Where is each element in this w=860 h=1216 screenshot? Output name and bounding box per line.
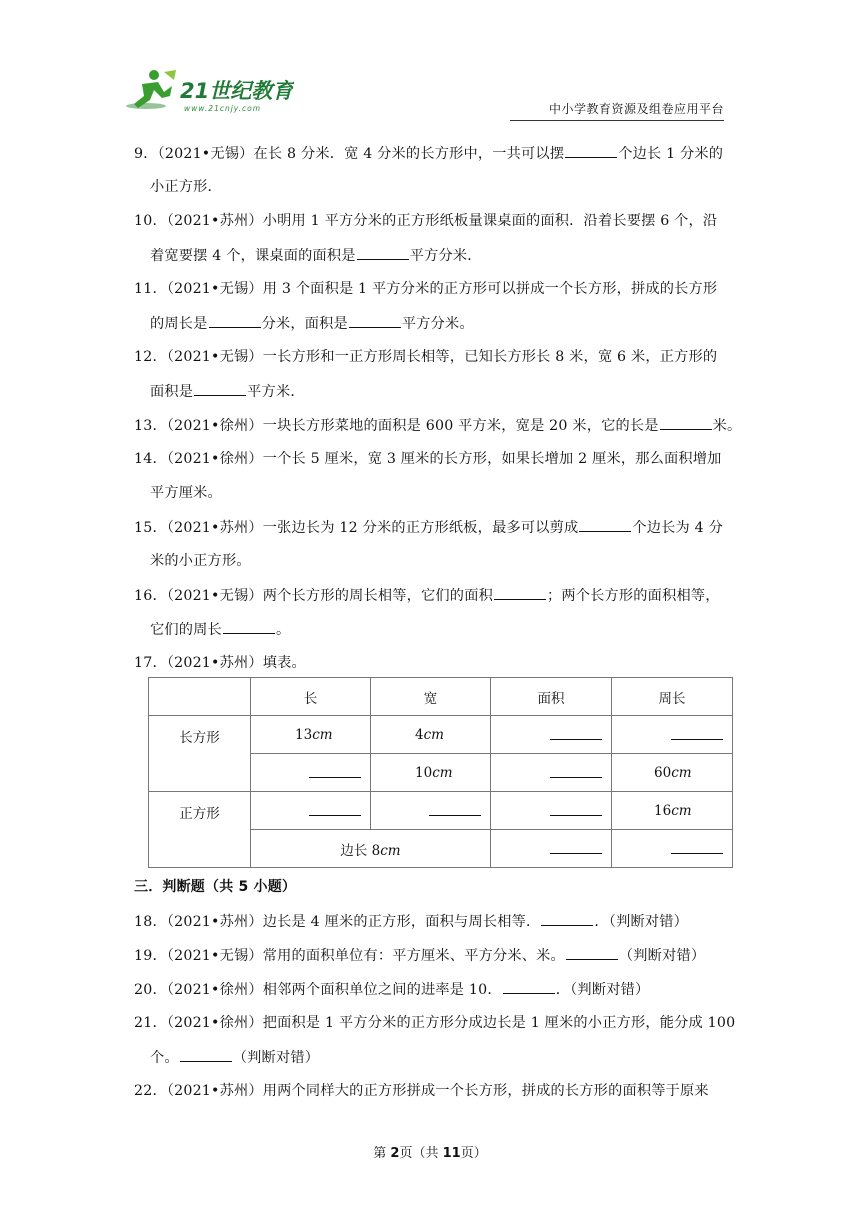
- logo-21cnjy: [124, 66, 294, 116]
- answer-blank: [671, 725, 723, 740]
- answer-blank: [550, 801, 602, 816]
- table-cell: [612, 830, 733, 868]
- answer-blank: [550, 763, 602, 778]
- question-20: 20．（2021•徐州）相邻两个面积单位之间的进率是 10． ．（判断对错）: [134, 979, 734, 1000]
- question-11-cont: 的周长是 分米，面积是 平方分米。: [150, 313, 750, 334]
- question-21-cont: 个。 （判断对错）: [150, 1047, 750, 1068]
- answer-blank: [209, 313, 261, 328]
- question-22: 22．（2021•苏州）用两个同样大的正方形拼成一个长方形，拼成的长方形的面积等于原来: [134, 1083, 709, 1099]
- answer-blank: [566, 945, 618, 960]
- row-label-rectangle: 长方形: [149, 716, 251, 792]
- table-cell: 16cm: [612, 792, 733, 830]
- question-12-cont: 面积是 平方米．: [150, 381, 750, 402]
- question-14: 14．（2021•徐州）一个长 5 厘米，宽 3 厘米的长方形，如果长增加 2 厘米，那么面积增加: [134, 451, 722, 467]
- table-cell: [491, 830, 612, 868]
- fill-in-table: [148, 677, 733, 868]
- runner-icon: [126, 70, 176, 109]
- table-row: [149, 716, 733, 754]
- table-cell: [491, 792, 612, 830]
- question-16-cont: 它们的周长 。: [150, 619, 750, 640]
- logo-url: www.21cnjy.com: [184, 104, 262, 113]
- question-19: 19．（2021•无锡）常用的面积单位有：平方厘米、平方分米、米。 （判断对错）: [134, 945, 734, 966]
- answer-blank: [565, 143, 617, 158]
- table-cell: [612, 716, 733, 754]
- section-heading-judgement: 三．判断题（共 5 小题）: [134, 879, 297, 895]
- question-17: 17．（2021•苏州）填表。: [134, 655, 306, 671]
- logo-text: 21世纪教育: [180, 79, 294, 103]
- answer-blank: [550, 725, 602, 740]
- question-10-cont: 着宽要摆 4 个，课桌面的面积是 平方分米．: [150, 245, 750, 266]
- table-cell: [491, 716, 612, 754]
- table-cell: 10cm: [371, 754, 491, 792]
- question-14-cont: 平方厘米。: [150, 485, 222, 501]
- question-21: 21．（2021•徐州）把面积是 1 平方分米的正方形分成边长是 1 厘米的小正方形，能分成 100: [134, 1015, 736, 1031]
- answer-blank: [223, 619, 275, 634]
- answer-blank: [541, 911, 593, 926]
- table-header-cell: 宽: [371, 678, 491, 716]
- question-18: 18．（2021•苏州）边长是 4 厘米的正方形，面积与周长相等． ．（判断对错）: [134, 911, 734, 932]
- table-header-row: [149, 678, 733, 716]
- table-cell: [371, 792, 491, 830]
- current-page: 2: [390, 1146, 400, 1161]
- table-cell: [491, 754, 612, 792]
- question-12: 12．（2021•无锡）一长方形和一正方形周长相等，已知长方形长 8 米，宽 6 米，正方形的: [134, 349, 718, 365]
- page-footer: 第 2页（共 11页）: [373, 1146, 487, 1161]
- question-9-cont: 小正方形．: [150, 179, 222, 195]
- answer-blank: [429, 801, 481, 816]
- table-cell: 13cm: [251, 716, 371, 754]
- platform-title: 中小学教育资源及组卷应用平台: [510, 100, 724, 121]
- question-16: 16．（2021•无锡）两个长方形的周长相等，它们的面积 ；两个长方形的面积相等，: [134, 585, 734, 606]
- question-11: 11．（2021•无锡）用 3 个面积是 1 平方分米的正方形可以拼成一个长方形，拼成的长方形: [134, 281, 718, 297]
- answer-blank: [660, 415, 712, 430]
- answer-blank: [349, 313, 401, 328]
- row-label-square: 正方形: [149, 792, 251, 868]
- answer-blank: [579, 517, 631, 532]
- question-15: 15．（2021•苏州）一张边长为 12 分米的正方形纸板，最多可以剪成 个边长为 4 分: [134, 517, 734, 538]
- table-cell: 边长 8cm: [251, 830, 491, 868]
- answer-blank: [309, 801, 361, 816]
- question-9: 9．（2021•无锡）在长 8 分米．宽 4 分米的长方形中，一共可以摆 个边长 1 分米的: [134, 143, 734, 164]
- total-pages: 11: [442, 1146, 461, 1161]
- table-cell: 60cm: [612, 754, 733, 792]
- answer-blank: [550, 839, 602, 854]
- answer-blank: [357, 245, 409, 260]
- answer-blank: [309, 763, 361, 778]
- answer-blank: [194, 381, 246, 396]
- answer-blank: [503, 979, 555, 994]
- table-row: [149, 792, 733, 830]
- table-header-cell: 长: [251, 678, 371, 716]
- table-header-cell: [149, 678, 251, 716]
- table-header-cell: 周长: [612, 678, 733, 716]
- question-15-cont: 米的小正方形。: [150, 553, 251, 569]
- answer-blank: [494, 585, 546, 600]
- table-cell: [251, 792, 371, 830]
- table-header-cell: 面积: [491, 678, 612, 716]
- answer-blank: [180, 1047, 232, 1062]
- question-10: 10．（2021•苏州）小明用 1 平方分米的正方形纸板量课桌面的面积．沿着长要摆 6 个，沿: [134, 213, 718, 229]
- table-cell: 4cm: [371, 716, 491, 754]
- answer-blank: [671, 839, 723, 854]
- question-13: 13．（2021•徐州）一块长方形菜地的面积是 600 平方米，宽是 20 米，它的长是 米。: [134, 415, 734, 436]
- table-cell: [251, 754, 371, 792]
